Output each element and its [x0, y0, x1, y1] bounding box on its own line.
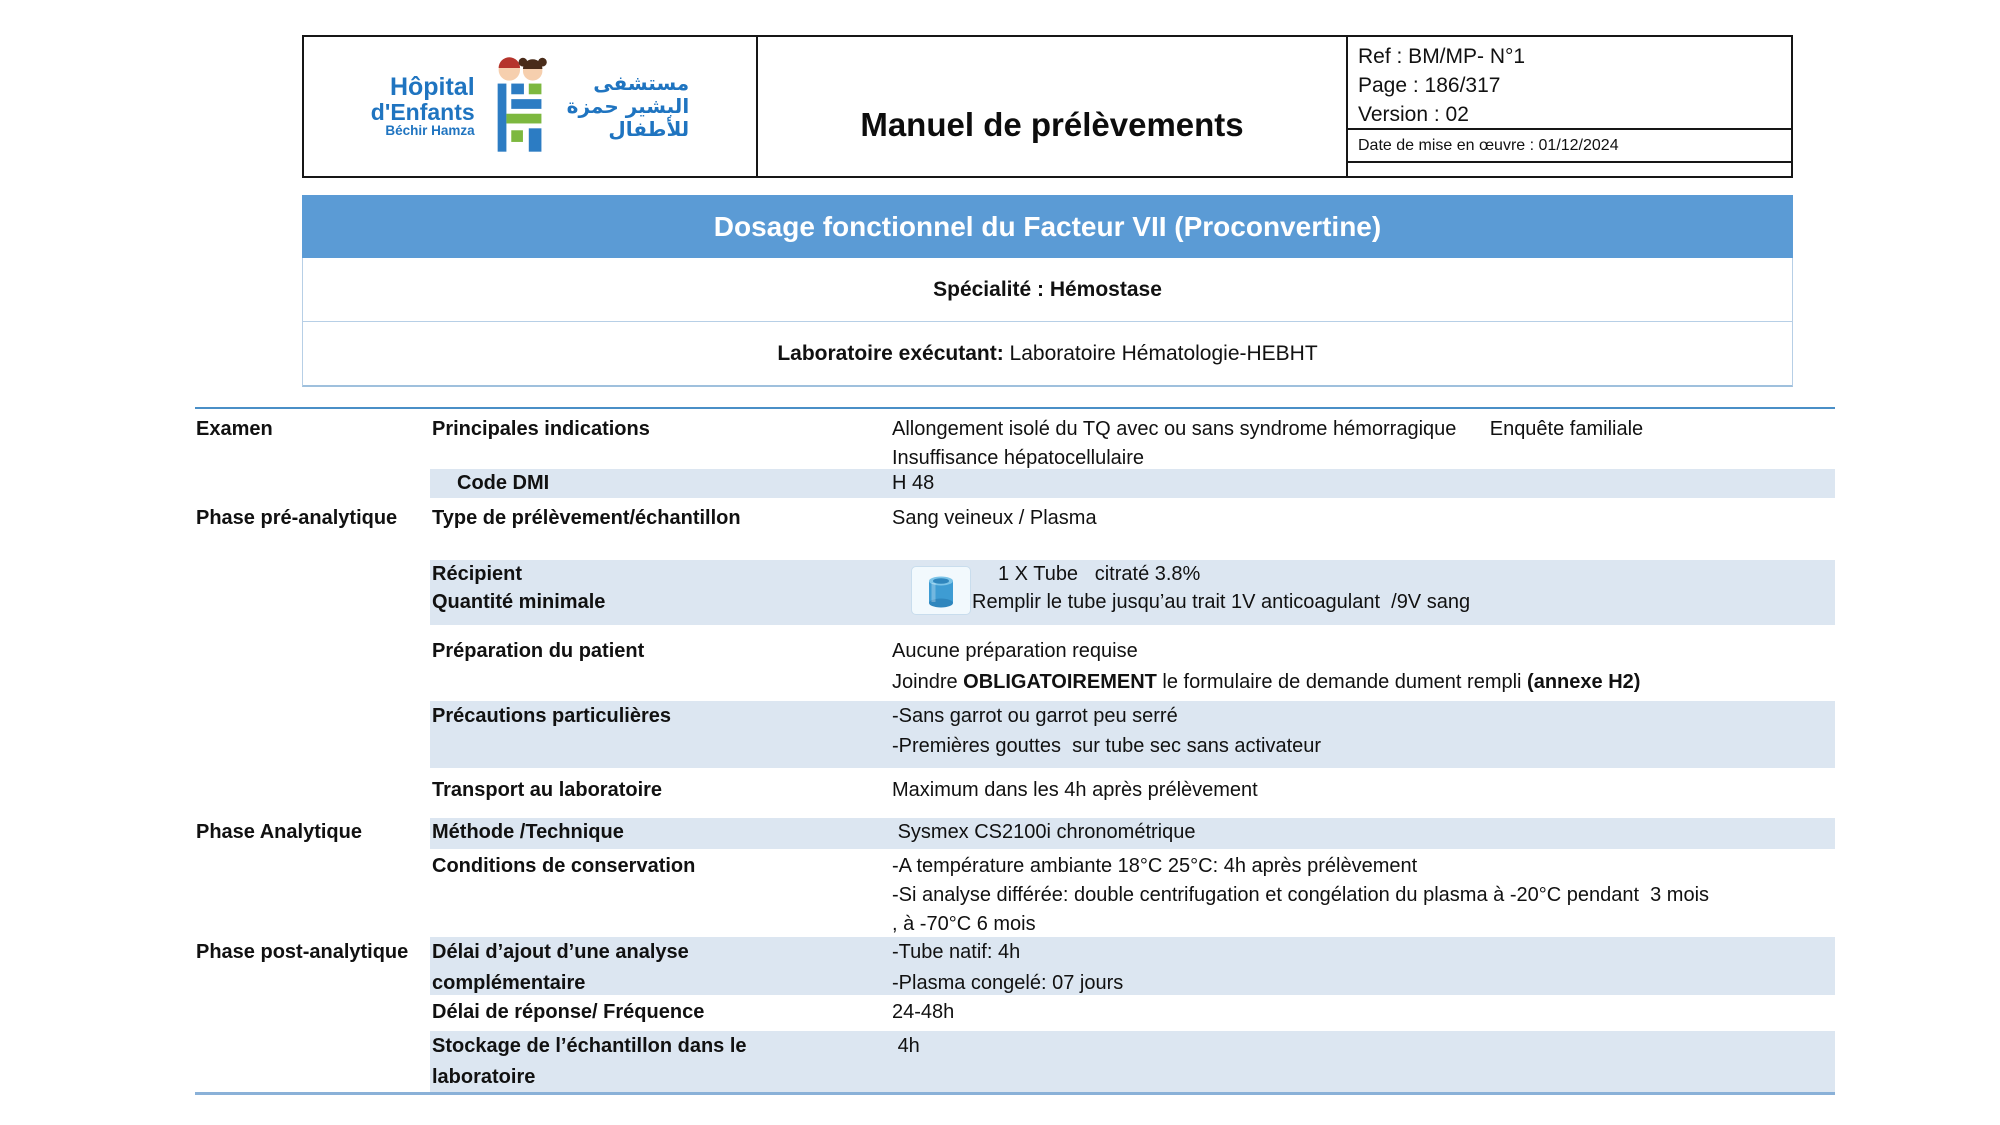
value-cell: [878, 636, 1835, 700]
field-line: Type de prélèvement/échantillon: [432, 507, 741, 529]
field-line: laboratoire: [432, 1066, 536, 1088]
value-cell: [878, 818, 1835, 849]
hospital-name-french: [371, 75, 475, 138]
field-line: Délai de réponse/ Fréquence: [432, 1001, 705, 1023]
specialty-box: [302, 258, 1793, 387]
value-cell: [878, 560, 1835, 625]
logo-arabic-line-1: مستشفى: [593, 71, 690, 95]
phase-cell: Phase post-analytique: [196, 941, 409, 963]
phase-cell: [195, 469, 430, 498]
value-line: , à -70°C 6 mois: [892, 913, 1036, 935]
document-header: [302, 35, 1793, 178]
row-band: [430, 636, 1835, 700]
table-row: [195, 849, 1835, 935]
logo-line-3: Béchir Hamza: [385, 123, 475, 139]
field-line: Précautions particulières: [432, 705, 671, 727]
table-row: [195, 815, 1835, 849]
analysis-details-table: [195, 407, 1835, 1095]
logo-line-2: d'Enfants: [370, 98, 475, 125]
value-line: Aucune préparation requise: [892, 640, 1138, 662]
value-cell: [878, 505, 1835, 557]
page-number: Page : 186/317: [1358, 74, 1501, 97]
field-line: Récipient: [432, 563, 523, 585]
citrate-tube-icon: [911, 566, 971, 615]
hospital-name-arabic: [567, 72, 690, 141]
row-band: [430, 469, 1835, 498]
version-number: Version : 02: [1358, 103, 1469, 126]
field-cell: [430, 1031, 878, 1092]
specialty-text: Spécialité : Hémostase: [933, 277, 1162, 301]
field-line: Stockage de l’échantillon dans le: [432, 1035, 747, 1057]
phase-cell: [195, 852, 430, 935]
field-line: Préparation du patient: [432, 640, 645, 662]
table-row: [195, 768, 1835, 815]
field-cell: [430, 776, 878, 815]
value-line: Sysmex CS2100i chronométrique: [892, 821, 1196, 843]
field-line: Transport au laboratoire: [432, 779, 663, 801]
value-line: 24-48h: [892, 1001, 955, 1023]
field-line: complémentaire: [432, 972, 586, 994]
value-cell: [878, 937, 1835, 995]
value-line: -Sans garrot ou garrot peu serré: [892, 705, 1178, 727]
field-line: Méthode /Technique: [432, 821, 624, 843]
table-row: [195, 625, 1835, 700]
hospital-logo: [304, 37, 758, 176]
reference-box: [1348, 37, 1791, 130]
document-title: Manuel de prélèvements: [860, 105, 1244, 143]
field-cell: [430, 701, 878, 768]
value-line: -Premières gouttes sur tube sec sans activateur: [892, 735, 1322, 757]
table-row: [195, 700, 1835, 768]
table-row: [195, 1029, 1835, 1092]
phase-cell: [195, 998, 430, 1029]
value-line: Insuffisance hépatocellulaire: [892, 447, 1145, 469]
field-cell: [430, 937, 878, 995]
table-row: [195, 468, 1835, 498]
document-title-cell: [758, 37, 1348, 176]
row-band: [430, 701, 1835, 768]
row-band: [430, 852, 1835, 935]
value-line: 1 X Tube citraté 3.8%: [998, 563, 1201, 585]
analysis-title-banner: [302, 195, 1793, 258]
analysis-title: Dosage fonctionnel du Facteur VII (Proconvertine): [713, 210, 1382, 242]
table-row: [195, 409, 1835, 468]
laboratory-label: Laboratoire exécutant:: [777, 341, 1004, 365]
phase-cell: Phase Analytique: [196, 821, 362, 843]
field-line: Code DMI: [457, 472, 550, 494]
table-row: [195, 995, 1835, 1029]
phase-cell: [195, 560, 430, 625]
value-line: -Si analyse différée: double centrifugation et congélation du plasma à -20°C pendant 3 mois: [892, 884, 1710, 906]
value-line: Allongement isolé du TQ avec ou sans syndrome hémorragique Enquête familiale: [892, 418, 1644, 440]
reference-number: Ref : BM/MP- N°1: [1358, 45, 1526, 68]
logo-arabic-line-2: البشير حمزة: [566, 94, 690, 118]
row-band: [430, 560, 1835, 625]
value-line: -A température ambiante 18°C 25°C: 4h après prélèvement: [892, 855, 1418, 877]
table-row: [195, 935, 1835, 995]
logo-line-1: Hôpital: [389, 73, 475, 102]
laboratory-row: [303, 322, 1792, 385]
value-line: Remplir le tube jusqu’au trait 1V anticoagulant /9V sang: [972, 591, 1471, 613]
field-cell: [430, 818, 878, 849]
value-cell: [878, 415, 1835, 468]
reference-cell: [1348, 37, 1791, 176]
field-cell: [430, 852, 878, 935]
phase-cell: [195, 636, 430, 700]
row-band: [430, 998, 1835, 1029]
value-line: Maximum dans les 4h après prélèvement: [892, 779, 1258, 801]
effective-date: Date de mise en œuvre : 01/12/2024: [1348, 130, 1791, 163]
row-band: [430, 1031, 1835, 1092]
value-line: 4h: [892, 1035, 920, 1057]
table-row: [195, 557, 1835, 625]
field-cell: [430, 560, 878, 625]
value-cell: [878, 998, 1835, 1029]
value-cell: [878, 1031, 1835, 1092]
value-cell: [878, 469, 1835, 498]
value-line: H 48: [892, 472, 935, 494]
laboratory-value: Laboratoire Hématologie-HEBHT: [1003, 341, 1318, 365]
phase-cell: Examen: [196, 418, 273, 440]
phase-cell: [195, 701, 430, 768]
phase-cell: Phase pré-analytique: [196, 507, 398, 529]
specialty-row: [303, 258, 1792, 322]
field-cell: [430, 998, 878, 1029]
empty-strip: [1348, 163, 1791, 176]
value-line: -Plasma congelé: 07 jours: [892, 972, 1124, 994]
phase-cell: [195, 776, 430, 815]
field-cell: [430, 505, 878, 557]
row-band: [430, 776, 1835, 815]
row-band: [430, 937, 1835, 995]
value-cell: [878, 852, 1835, 935]
value-line: Sang veineux / Plasma: [892, 507, 1097, 529]
row-band: [430, 818, 1835, 849]
value-line: -Tube natif: 4h: [892, 941, 1021, 963]
field-line: Délai d’ajout d’une analyse: [432, 941, 689, 963]
table-row: [195, 498, 1835, 557]
hospital-logo-icon: [485, 54, 557, 159]
field-line: Principales indications: [432, 418, 650, 440]
value-line: Joindre OBLIGATOIREMENT le formulaire de demande dument rempli (annexe H2): [892, 671, 1641, 693]
logo-arabic-line-3: للأطفال: [608, 117, 690, 141]
field-cell: [430, 636, 878, 700]
row-band: [430, 415, 1835, 468]
field-cell: [430, 469, 878, 498]
value-cell: [878, 776, 1835, 815]
field-cell: [430, 415, 878, 468]
field-line: Conditions de conservation: [432, 855, 696, 877]
phase-cell: [195, 1031, 430, 1092]
value-cell: [878, 701, 1835, 768]
row-band: [430, 505, 1835, 557]
field-line: Quantité minimale: [432, 591, 606, 613]
